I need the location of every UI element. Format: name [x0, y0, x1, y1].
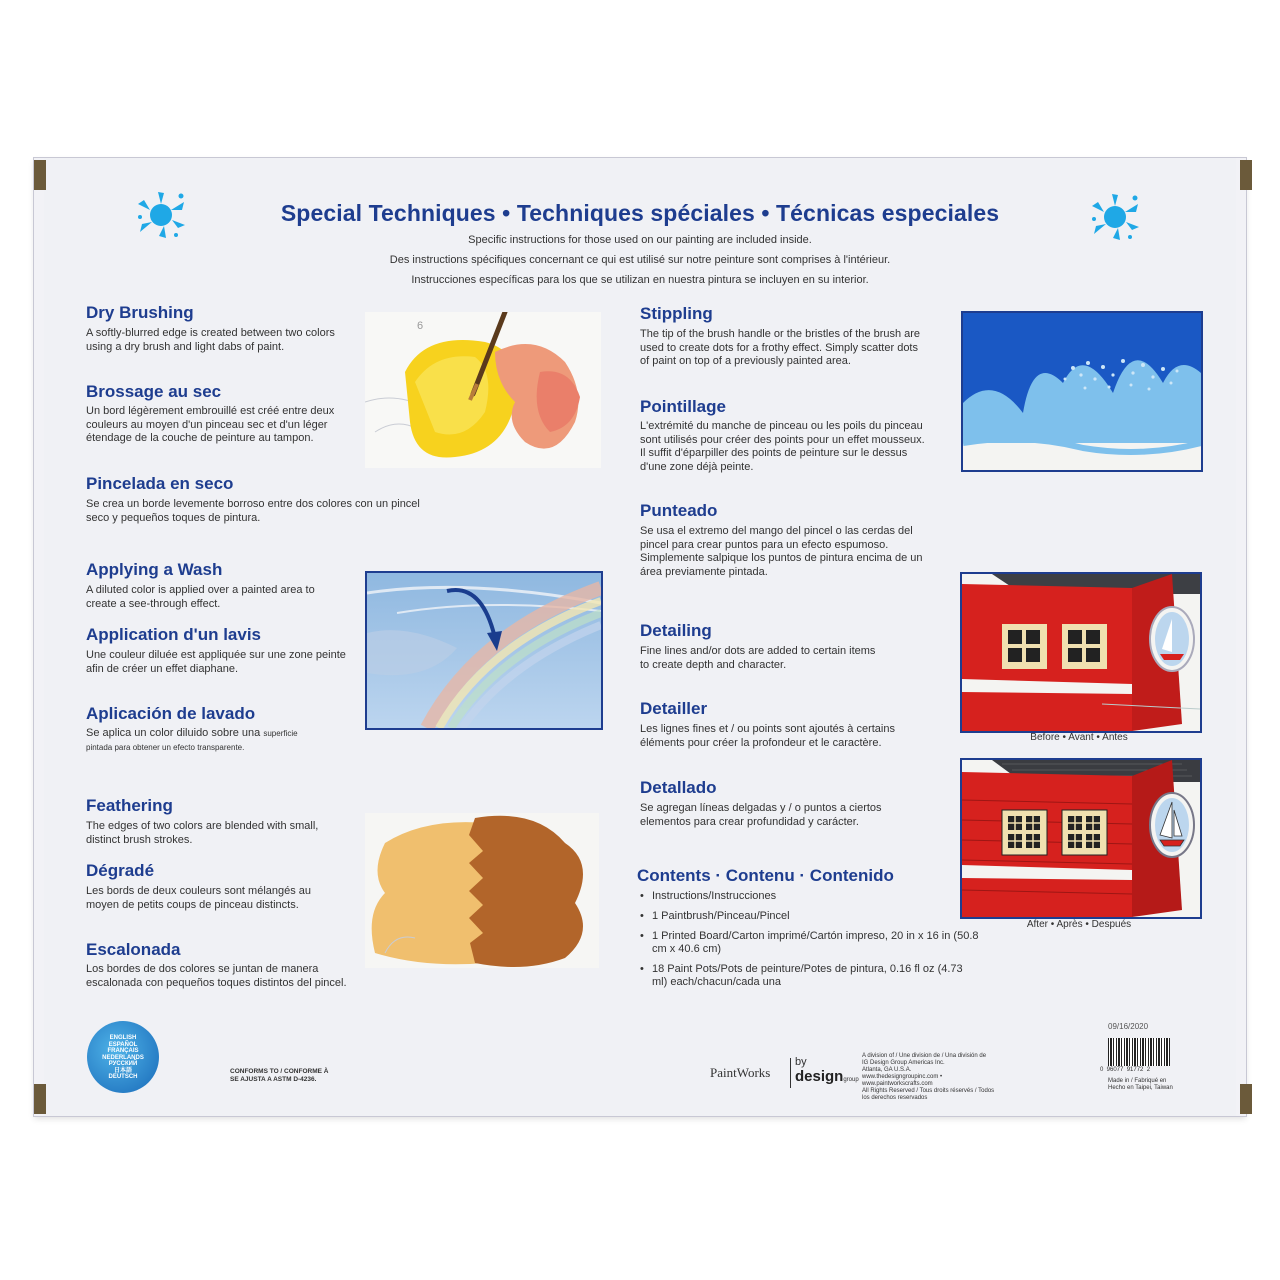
lavado-text-a: Se aplica un color diluido sobre una	[86, 727, 261, 739]
division-line: All Rights Reserved / Tous droits réservés / Todos los derechos reservados	[862, 1088, 995, 1101]
lang-english: ENGLISH	[109, 1035, 137, 1041]
feathering-image	[365, 813, 599, 968]
degrade-text: Les bords de deux couleurs sont mélangés au moyen de petits coups de pinceau distincts.	[86, 885, 312, 911]
detallado-text: Se agregan líneas delgadas y / o puntos a ciertos elementos para crear profundidad y carácter.	[640, 802, 882, 828]
escalonada-text: Los bordes de dos colores se juntan de manera escalonada con pequeños toques distintos del pincel.	[86, 963, 347, 989]
astm-conformity	[230, 1068, 328, 1084]
paintworks-logo: PaintWorks	[710, 1065, 771, 1080]
brand-divider	[790, 1058, 791, 1088]
stippling-heading: Stippling	[640, 304, 713, 323]
detailing-before-image	[960, 572, 1202, 733]
lang-espanol: ESPAÑOL	[108, 1041, 138, 1048]
box-corner-bl	[34, 1084, 46, 1114]
brand-group: group	[843, 1077, 859, 1083]
lavis-heading: Application d'un lavis	[86, 625, 262, 644]
barcode	[1108, 1038, 1170, 1066]
lavado-heading: Aplicación de lavado	[86, 704, 256, 723]
made-in-line-1: Made in / Fabriqué en	[1108, 1078, 1167, 1084]
division-line: Atlanta, GA U.S.A.	[862, 1067, 912, 1073]
detailing-after-image	[960, 758, 1202, 919]
degrade-heading: Dégradé	[86, 861, 155, 880]
intro-en: Specific instructions for those used on our painting are included inside.	[468, 234, 812, 246]
brossage-text: Un bord légèrement embrouillé est créé entre deux couleurs au moyen d'un pinceau sec et d'un léger étendage de la couche de peinture au tampon.	[86, 405, 335, 444]
wash-image	[365, 571, 603, 730]
astm-line-2: SE AJUSTA A ASTM D-4236.	[230, 1076, 317, 1083]
brand-by: by	[795, 1056, 807, 1068]
astm-line-1: CONFORMS TO / CONFORME À	[230, 1068, 329, 1075]
division-line: IG Design Group Americas Inc.	[862, 1060, 945, 1066]
feathering-heading: Feathering	[86, 796, 173, 815]
box-corner-br	[1240, 1084, 1252, 1114]
pincelada-heading: Pincelada en seco	[86, 474, 234, 493]
page-title: Special Techniques • Techniques spéciales • Técnicas especiales	[280, 200, 1000, 226]
detailing-heading: Detailing	[640, 621, 712, 640]
division-line: www.thedesigngroupinc.com • www.paintworkscrafts.com	[862, 1074, 943, 1087]
box-corner-tl	[34, 160, 46, 190]
brand-design: design	[795, 1068, 844, 1085]
lang-deutsch: DEUTSCH	[108, 1074, 138, 1080]
dry-brushing-heading: Dry Brushing	[86, 303, 194, 322]
design-group-logo	[795, 1056, 859, 1086]
dry-brushing-image	[365, 312, 601, 468]
intro-fr: Des instructions spécifiques concernant ce qui est utilisé sur notre peinture sont comprises à l'intérieur.	[389, 254, 891, 266]
made-in-line-2: Hecho en Taipei, Taiwan	[1108, 1085, 1173, 1091]
lavado-text-b: superficie pintada para obtener un efecto transparente.	[86, 729, 298, 752]
punteado-text: Se usa el extremo del mango del pincel o las cerdas del pincel para crear puntos para un efecto espumoso. Simplemente salpique los puntos de pintura encima de un área previamente pintada.	[640, 525, 923, 578]
wash-heading: Applying a Wash	[86, 560, 223, 579]
contents-list	[640, 890, 980, 996]
print-date: 09/16/2020	[1108, 1022, 1149, 1031]
lang-francais: FRANÇAIS	[107, 1048, 139, 1054]
detallado-heading: Detallado	[640, 778, 717, 797]
feathering-text: The edges of two colors are blended with small, distinct brush strokes.	[86, 820, 319, 846]
before-caption: Before • Avant • Antes	[1030, 732, 1128, 743]
division-line: A division of / Une division de / Una división de	[862, 1053, 987, 1059]
lang-nederlands: NEDERLANDS	[102, 1054, 144, 1061]
contents-item: • 1 Printed Board/Carton imprimé/Cartón impreso, 20 in x 16 in (50.8 cm x 40.6 cm)	[640, 930, 980, 956]
box-corner-tr	[1240, 160, 1252, 190]
lang-russian: РУССКИЙ	[108, 1061, 138, 1067]
brossage-heading: Brossage au sec	[86, 382, 222, 401]
detailler-heading: Detailler	[640, 699, 708, 718]
contents-heading: Contents · Contenu · Contenido	[637, 866, 894, 885]
lavis-text: Une couleur diluée est appliquée sur une zone peinte afin de créer un effet diaphane.	[86, 649, 346, 675]
dry-brushing-text: A softly-blurred edge is created between two colors using a dry brush and light dabs of paint.	[86, 327, 335, 353]
pointillage-text: L'extrémité du manche de pinceau ou les poils du pinceau sont utilisés pour créer des points pour un effet mousseux. Il suffit d'éparpiller des points de peinture sur le dessus d'une zone déjà peinte.	[640, 420, 925, 473]
pointillage-heading: Pointillage	[640, 397, 726, 416]
panel-number-label: 6	[417, 320, 424, 332]
contents-item: • Instructions/Instrucciones	[640, 890, 980, 903]
punteado-heading: Punteado	[640, 501, 718, 520]
language-globe-badge	[87, 1021, 159, 1093]
after-caption: After • Après • Después	[1026, 919, 1132, 930]
pincelada-text: Se crea un borde levemente borroso entre dos colores con un pincel seco y pequeños toques de pintura.	[86, 498, 420, 524]
stippling-image	[961, 311, 1203, 472]
detailing-text: Fine lines and/or dots are added to certain items to create depth and character.	[640, 645, 876, 671]
contents-item: • 18 Paint Pots/Pots de peinture/Potes de pintura, 0.16 fl oz (4.73 ml) each/chacun/cada una	[640, 963, 980, 989]
detailler-text: Les lignes fines et / ou points sont ajoutés à certains éléments pour créer la profondeur et le caractère.	[640, 723, 895, 749]
stippling-text: The tip of the brush handle or the bristles of the brush are used to create dots for a frothy effect. Simply scatter dots of paint on top of a previously painted area.	[640, 328, 921, 367]
escalonada-heading: Escalonada	[86, 940, 181, 959]
made-in	[1108, 1078, 1173, 1092]
barcode-digits: 0 96077 91772 2	[1100, 1067, 1151, 1073]
intro-es: Instrucciones específicas para los que se utilizan en nuestra pintura se incluyen en su interior.	[411, 274, 869, 286]
wash-text: A diluted color is applied over a painted area to create a see-through effect.	[86, 584, 315, 610]
lavado-text	[86, 727, 316, 754]
division-info	[862, 1053, 1002, 1102]
lang-japanese: 日本語	[113, 1067, 132, 1074]
contents-item: • 1 Paintbrush/Pinceau/Pincel	[640, 910, 980, 923]
